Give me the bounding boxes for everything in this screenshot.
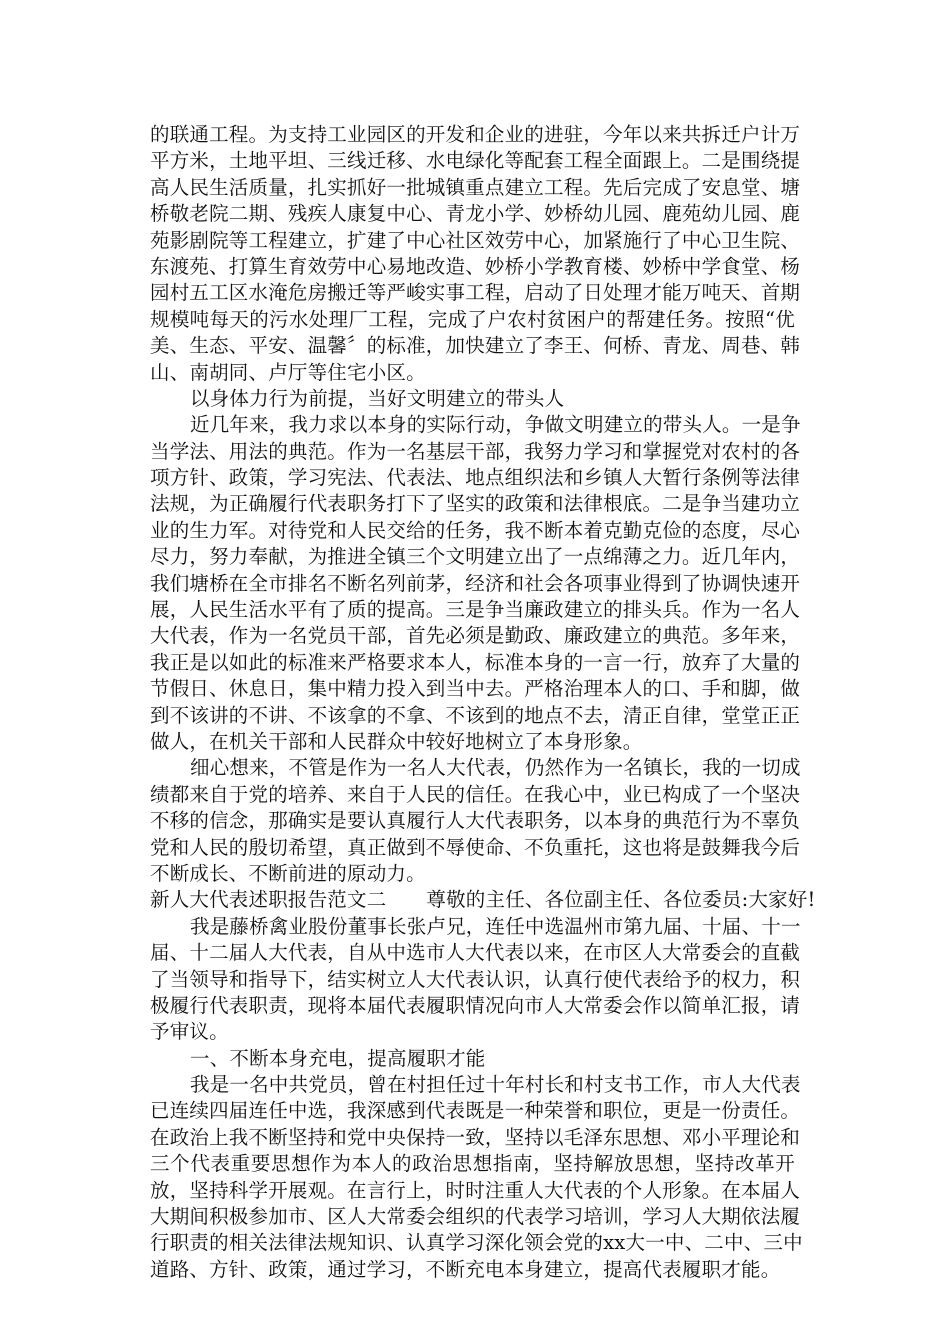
text-line: 山、南胡同、卢厅等住宅小区。 (150, 360, 426, 384)
text-line: 予审议。 (150, 1020, 229, 1044)
document-page (150, 122, 816, 1283)
text-line: 尽力，努力奉献，为推进全镇三个文明建立出了一点绵薄之力。近几年内， (150, 545, 801, 569)
text-line: 园村五工区水淹危房搬迁等严峻实事工程，启动了日处理才能万吨天、首期 (150, 281, 801, 305)
text-line: 极履行代表职责，现将本届代表履职情况向市人大常委会作以简单汇报，请 (150, 993, 801, 1017)
text-line: 到不该讲的不讲、不该拿的不拿、不该到的地点不去，清正自律，堂堂正正 (150, 703, 801, 727)
text-line: 党和人民的殷切希望，真正做到不辱使命、不负重托，这也将是鼓舞我今后 (150, 835, 801, 859)
text-line: 东渡苑、打算生育效劳中心易地改造、妙桥小学教育楼、妙桥中学食堂、杨 (150, 254, 801, 278)
text-line: 项方针、政策，学习宪法、代表法、地点组织法和乡镇人大暂行条例等法律 (150, 466, 801, 490)
report-title: 新人大代表述职报告范文二 (150, 888, 387, 912)
text-line: 我正是以如此的标准来严格要求本人，标准本身的一言一行，放弃了大量的 (150, 650, 801, 674)
section-heading: 以身体力行为前提，当好文明建立的带头人 (190, 386, 565, 410)
text-line: 大代表，作为一名党员干部，首先必须是勤政、廉政建立的典范。多年来， (150, 624, 801, 648)
text-line: 大期间积极参加市、区人大常委会组织的代表学习培训，学习人大期依法履 (150, 1205, 801, 1229)
text-line: 了当领导和指导下，结实树立人大代表认识，认真行使代表给予的权力，积 (150, 967, 801, 991)
text-line: 桥敬老院二期、残疾人康复中心、青龙小学、妙桥幼儿园、鹿苑幼儿园、鹿 (150, 202, 801, 226)
text-line: 我是一名中共党员，曾在村担任过十年村长和村支书工作，市人大代表 (190, 1073, 801, 1097)
text-line: 法规，为正确履行代表职务打下了坚实的政策和法律根底。二是争当建功立 (150, 492, 801, 516)
text-line: 我们塘桥在全市排名不断名列前茅，经济和社会各项事业得到了协调快速开 (150, 571, 801, 595)
text-line: 不移的信念，那确实是要认真履行人大代表职务，以本身的典范行为不辜负 (150, 809, 801, 833)
text-line: 高人民生活质量，扎实抓好一批城镇重点建立工程。先后完成了安息堂、塘 (150, 175, 801, 199)
greeting: 尊敬的主任、各位副主任、各位委员:大家好! (426, 888, 816, 912)
text-line: 放，坚持科学开展观。在言行上，时时注重人大代表的个人形象。在本届人 (150, 1178, 801, 1202)
text-line: 做人，在机关干部和人民群众中较好地树立了本身形象。 (150, 729, 643, 753)
text-line: 行职责的相关法律法规知识、认真学习深化领会党的xx大一中、二中、三中 (150, 1231, 803, 1255)
text-line: 我是藤桥禽业股份董事长张卢兄，连任中选温州市第九届、十届、十一 (190, 914, 801, 938)
text-line: 节假日、休息日，集中精力投入到当中去。严格治理本人的口、手和脚，做 (150, 677, 801, 701)
text-line: 三个代表重要思想作为本人的政治思想指南，坚持解放思想，坚持改革开 (150, 1152, 795, 1176)
text-line: 平方米，土地平坦、三线迁移、水电绿化等配套工程全面跟上。二是围绕提 (150, 149, 801, 173)
text-line: 道路、方针、政策，通过学习，不断充电本身建立，提高代表履职才能。 (150, 1257, 781, 1281)
text-line: 届、十二届人大代表，自从中选市人大代表以来，在市区人大常委会的直截 (150, 941, 801, 965)
text-line: 规模吨每天的污水处理厂工程，完成了户农村贫困户的帮建任务。按照“优 (150, 307, 795, 331)
text-line: 不断成长、不断前进的原动力。 (150, 861, 426, 885)
text-line: 业的生力军。对待党和人民交给的任务，我不断本着克勤克俭的态度，尽心 (150, 518, 801, 542)
text-line: 苑影剧院等工程建立，扩建了中心社区效劳中心，加紧施行了中心卫生院、 (150, 228, 801, 252)
text-line: 的联通工程。为支持工业园区的开发和企业的进驻，今年以来共拆迁户计万 (150, 123, 801, 146)
text-line: 近几年来，我力求以本身的实际行动，争做文明建立的带头人。一是争 (190, 413, 801, 437)
text-line: 展，人民生活水平有了质的提高。三是争当廉政建立的排头兵。作为一名人 (150, 598, 801, 622)
text-line: 绩都来自于党的培养、来自于人民的信任。在我心中，业已构成了一个坚决 (150, 782, 801, 806)
text-line: 美、生态、平安、温馨〞的标准，加快建立了李王、何桥、青龙、周巷、韩 (150, 334, 801, 358)
text-line: 在政治上我不断坚持和党中央保持一致，坚持以毛泽东思想、邓小平理论和 (150, 1125, 801, 1149)
report-title-line (150, 887, 816, 913)
text-line: 当学法、用法的典范。作为一名基层干部，我努力学习和掌握党对农村的各 (150, 439, 801, 463)
section-heading: 一、不断本身充电，提高履职才能 (190, 1046, 486, 1070)
text-line: 细心想来，不管是作为一名人大代表，仍然作为一名镇长，我的一切成 (190, 756, 801, 780)
text-line: 已连续四届连任中选，我深感到代表既是一种荣誉和职位，更是一份责任。 (150, 1099, 801, 1123)
